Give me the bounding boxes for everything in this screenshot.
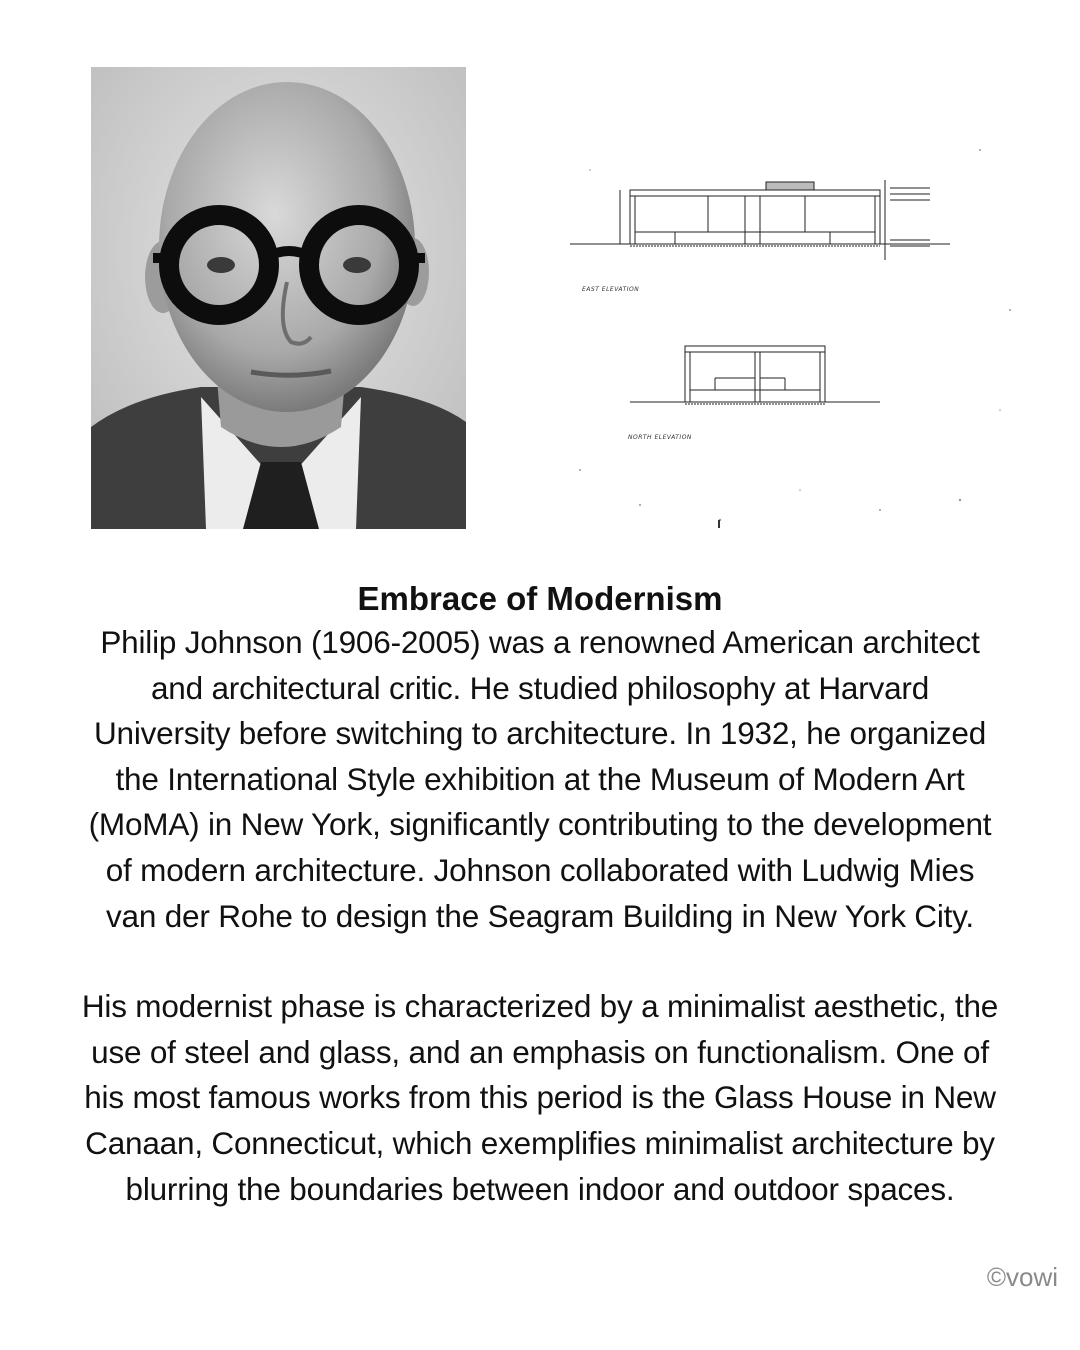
copyright-mark: ©vowi	[986, 1262, 1058, 1292]
east-elevation-label: EAST ELEVATION	[582, 286, 640, 293]
architectural-elevation-drawing-icon	[560, 110, 1025, 530]
portrait-photo-icon	[91, 67, 466, 529]
elevation-drawing	[560, 110, 1025, 530]
north-elevation-label: NORTH ELEVATION	[628, 434, 692, 441]
article	[80, 578, 1000, 1212]
article-title: Embrace of Modernism	[357, 580, 723, 617]
article-paragraph-2: His modernist phase is characterized by a minimalist aesthetic, the use of steel and glass, and an emphasis on functionalism. One of his most famous works from this period is the Glass House in New Canaan, Connecticut, which exemplifies minimalist architecture by blurring the boundaries between indoor and outdoor spaces.	[81, 988, 999, 1207]
article-paragraph-1: Philip Johnson (1906-2005) was a renowned American architect and architectural critic. He studied philosophy at Harvard University before switching to architecture. In 1932, he organized the International Style exhibition at the Museum of Modern Art (MoMA) in New York, significantly contributing to the development of modern architecture. Johnson collaborated with Ludwig Mies van der Rohe to design the Seagram Building in New York City.	[88, 624, 992, 934]
portrait-photo	[91, 67, 466, 529]
